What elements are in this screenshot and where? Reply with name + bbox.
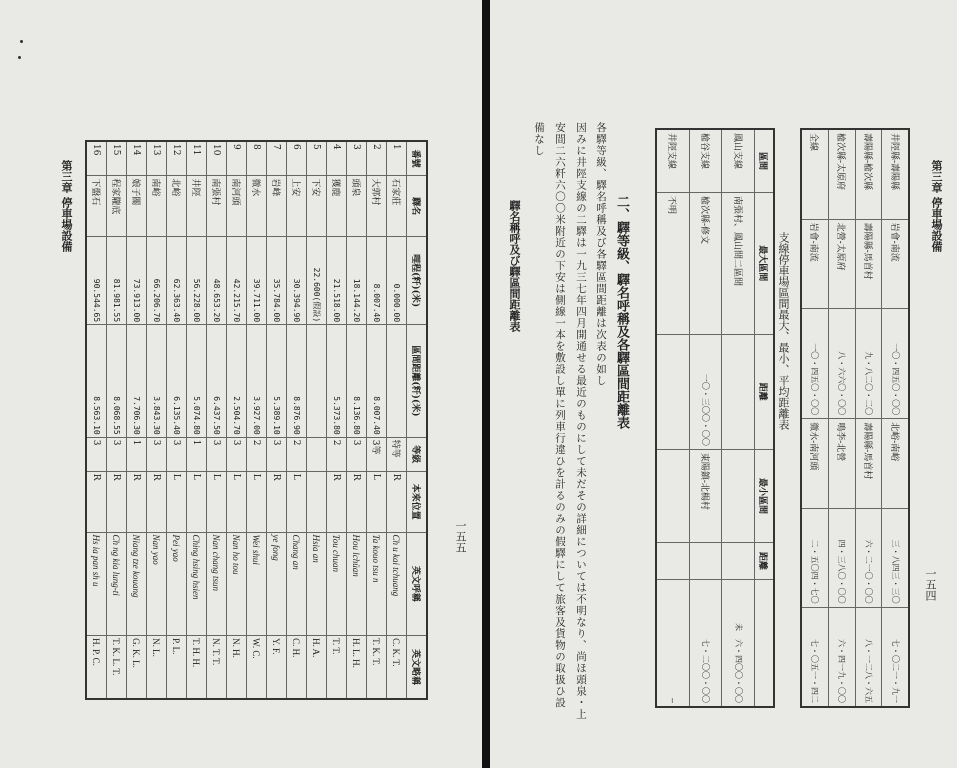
left-running-header: 第三章 停車場設備: [60, 160, 73, 252]
cell-romanization: Tou chuan: [327, 532, 347, 636]
cell-distance: 6.437.50: [207, 325, 227, 438]
cell-min-section: 東陽鎮-北楊村: [689, 449, 722, 542]
cell-grade: 2: [287, 437, 307, 471]
table-row: [367, 141, 387, 699]
cell-number: 12: [167, 141, 187, 176]
cell-min-section: [656, 449, 689, 542]
cell-max-distance: 九・八二〇・二〇: [855, 308, 882, 418]
cell-grade: 3: [347, 437, 367, 471]
table-header-row: [407, 141, 428, 699]
cell-max-distance: 一〇・四五〇・〇〇: [882, 308, 909, 418]
table1-row: [801, 129, 828, 707]
cell-romanization: ye fong: [267, 532, 287, 636]
section-title: 二、驛等級、驛名呼稱及各驛區間距離表: [614, 195, 629, 429]
cell-romanization: Ch ng kia lung-ti: [107, 532, 127, 636]
cell-station-name: 上安: [287, 176, 307, 237]
cell-distance: 8.136.80: [347, 325, 367, 438]
cell-number: 7: [267, 141, 287, 176]
cell-line: 壽陽縣-楡次縣: [855, 129, 882, 219]
cell-min-section: 北峪-南峪: [882, 419, 909, 508]
col-header-grade: 等級: [407, 437, 428, 471]
cell-mileage: 39.711.00: [247, 237, 267, 325]
table-row: [327, 141, 347, 699]
subline-col-min: 最小區間: [755, 449, 775, 542]
cell-mileage: 73.913.00: [127, 237, 147, 325]
cell-mileage: 90.544.65: [86, 237, 107, 325]
cell-distance: 5.389.10: [267, 325, 287, 438]
cell-distance: [307, 325, 327, 438]
cell-romanization: Hou lchüan: [347, 532, 367, 636]
cell-position: L: [367, 471, 387, 532]
cell-max-distance: [722, 334, 755, 449]
table2-row: [689, 129, 722, 707]
right-running-header: 第三章 停車場設備: [930, 160, 943, 252]
col-header-distance: 區間距離(粁)(米): [407, 325, 428, 438]
cell-romanization: Pei yao: [167, 532, 187, 636]
cell-position: [307, 471, 327, 532]
cell-position: R: [127, 471, 147, 532]
subline-col-max: 最大區間: [755, 193, 775, 335]
cell-abbreviation: W. C.: [247, 636, 267, 699]
subline-col-max-dist: 距離: [755, 334, 775, 449]
cell-number: 2: [367, 141, 387, 176]
cell-grade: 1: [187, 437, 207, 471]
cell-romanization: Wei shui: [247, 532, 267, 636]
cell-grade: 特等: [387, 437, 407, 471]
cell-abbreviation: G. K. L.: [127, 636, 147, 699]
table2-row: [722, 129, 755, 707]
cell-min-section: 壽陽縣-馬首村: [855, 419, 882, 508]
cell-max-section: 北營-太原府: [828, 219, 855, 308]
cell-grade: 3: [167, 437, 187, 471]
cell-number: 13: [147, 141, 167, 176]
table-row: [287, 141, 307, 699]
cell-number: 16: [86, 141, 107, 176]
cell-abbreviation: N. H.: [227, 636, 247, 699]
cell-distance: 8.876.90: [287, 325, 307, 438]
cell-position: L: [207, 471, 227, 532]
cell-abbreviation: H. L. H.: [347, 636, 367, 699]
table-caption: 驛名稱呼及び驛區間距離表: [508, 200, 521, 332]
table-row: [267, 141, 287, 699]
table-row: [127, 141, 147, 699]
cell-abbreviation: P. L.: [167, 636, 187, 699]
cell-romanization: Hs ia pan sh u: [86, 532, 107, 636]
cell-grade: 2: [327, 437, 347, 471]
cell-grade: [307, 437, 327, 471]
cell-number: 8: [247, 141, 267, 176]
cell-number: 9: [227, 141, 247, 176]
dust-speck: [18, 56, 21, 59]
col-header-no: 番號: [407, 141, 428, 176]
cell-romanization: Ta kouo tsu n: [367, 532, 387, 636]
cell-romanization: Nan yao: [147, 532, 167, 636]
cell-grade: 2: [247, 437, 267, 471]
cell-max-distance: 一〇・三〇〇・〇〇: [689, 334, 722, 449]
cell-min-distance: 二・五〇四・七〇: [801, 508, 828, 607]
cell-abbreviation: N. T. T.: [207, 636, 227, 699]
cell-romanization: Chang an: [287, 532, 307, 636]
cell-average: 八・一二八・六五: [855, 607, 882, 707]
cell-min-distance: 三・八四三・三〇: [882, 508, 909, 607]
cell-number: 11: [187, 141, 207, 176]
col-header-position: 本來位置: [407, 471, 428, 532]
cell-number: 4: [327, 141, 347, 176]
cell-number: 6: [287, 141, 307, 176]
cell-grade: 3: [147, 437, 167, 471]
table1-row: [828, 129, 855, 707]
cell-max-section: 壽陽縣-馬首村: [855, 219, 882, 308]
table-row: [347, 141, 367, 699]
cell-min-distance: 六・二一〇・〇〇: [855, 508, 882, 607]
paragraph-line-1: 各驛等級、驛名呼稱及び各驛區間距離は次表の如し: [595, 122, 607, 387]
cell-distance: 7.706.30: [127, 325, 147, 438]
cell-max-section: 岩會-南流: [801, 219, 828, 308]
cell-max-distance: 八・六六〇・〇〇: [828, 308, 855, 418]
cell-line: 井陘支線: [656, 129, 689, 193]
subline-table-body: [656, 129, 755, 707]
cell-abbreviation: N. L.: [147, 636, 167, 699]
cell-mileage: 21.518.00: [327, 237, 347, 325]
cell-number: 5: [307, 141, 327, 176]
cell-max-distance: 一〇・四五〇・〇〇: [801, 308, 828, 418]
cell-min-section: [722, 449, 755, 542]
cell-distance: 3.927.00: [247, 325, 267, 438]
subline-col-min-dist: 距離: [755, 543, 775, 580]
cell-mileage: 42.215.70: [227, 237, 247, 325]
station-table-container: [88, 140, 428, 700]
branch-table-title: 支線停車場區間最大、最小、平均距離表: [777, 232, 790, 430]
cell-min-distance: [656, 543, 689, 580]
station-table-body: [86, 141, 407, 699]
cell-position: L: [287, 471, 307, 532]
cell-station-name: 頭泉: [347, 176, 367, 237]
col-header-name: 驛名: [407, 176, 428, 237]
cell-abbreviation: H. A.: [307, 636, 327, 699]
table-row: [207, 141, 227, 699]
branch-distance-table: [800, 128, 910, 708]
cell-position: L: [167, 471, 187, 532]
cell-position: R: [387, 471, 407, 532]
cell-mileage: 35.784.00: [267, 237, 287, 325]
cell-distance: 8.007.40: [367, 325, 387, 438]
subline-table-container: [655, 128, 775, 708]
cell-grade: 3: [207, 437, 227, 471]
table1-row: [882, 129, 909, 707]
cell-min-distance: 四・三八〇・〇〇: [828, 508, 855, 607]
station-distance-table: [85, 140, 428, 700]
table2-row: [656, 129, 689, 707]
cell-average: 七・二〇〇・〇〇: [689, 579, 722, 707]
left-page-number: 一五五: [454, 520, 467, 553]
cell-max-section: 不明: [656, 193, 689, 335]
cell-romanization: Nan ho tou: [227, 532, 247, 636]
cell-station-name: 程家隴底: [107, 176, 127, 237]
cell-line: 楡谷支線: [689, 129, 722, 193]
cell-mileage: 30.394.90: [287, 237, 307, 325]
table-row: [387, 141, 407, 699]
cell-romanization: Ch u kai tchuang: [387, 532, 407, 636]
cell-min-section: 鳴李-北營: [828, 419, 855, 508]
cell-distance: 6.135.40: [167, 325, 187, 438]
paragraph-line-2: 因みに井陘支線の二驛は一九三七年四月開通せる最近のものにして未だその詳細については不明なり、尚ほ頭泉・上: [575, 122, 587, 720]
cell-station-name: 北峪: [167, 176, 187, 237]
cell-station-name: 井陘: [187, 176, 207, 237]
cell-grade: 3: [267, 437, 287, 471]
cell-position: L: [247, 471, 267, 532]
cell-mileage: 0.000.00: [387, 237, 407, 325]
subline-col-section: 區間: [755, 129, 775, 193]
cell-position: L: [187, 471, 207, 532]
cell-grade: 3: [227, 437, 247, 471]
cell-abbreviation: C. H.: [287, 636, 307, 699]
book-gutter: [482, 0, 490, 768]
cell-position: R: [347, 471, 367, 532]
cell-position: R: [147, 471, 167, 532]
branch-table-container: [800, 128, 910, 708]
cell-station-name: 下盤石: [86, 176, 107, 237]
table-row: [227, 141, 247, 699]
cell-number: 15: [107, 141, 127, 176]
cell-distance: 5.373.80: [327, 325, 347, 438]
cell-min-distance: [722, 543, 755, 580]
cell-abbreviation: T. K. L. T.: [107, 636, 127, 699]
table-row: [107, 141, 127, 699]
cell-abbreviation: T. K. T.: [367, 636, 387, 699]
table-row: [307, 141, 327, 699]
subline-col-avg: [755, 579, 775, 707]
cell-station-name: 下安: [307, 176, 327, 237]
cell-number: 3: [347, 141, 367, 176]
cell-max-section: 岩會-南流: [882, 219, 909, 308]
table-row: [167, 141, 187, 699]
cell-average: 七・〇二一・九一: [882, 607, 909, 707]
cell-station-name: 南峪: [147, 176, 167, 237]
cell-mileage: 66.206.70: [147, 237, 167, 325]
cell-position: R: [327, 471, 347, 532]
cell-abbreviation: C. K. T.: [387, 636, 407, 699]
table-row: [86, 141, 107, 699]
cell-distance: [387, 325, 407, 438]
cell-romanization: Nan chang tsun: [207, 532, 227, 636]
cell-min-section: 微水-南河頭: [801, 419, 828, 508]
cell-line: 楡次縣-太原府: [828, 129, 855, 219]
cell-distance: 8.563.10: [86, 325, 107, 438]
cell-station-name: 石家莊: [387, 176, 407, 237]
cell-average: 未 六・四〇〇・〇〇: [722, 579, 755, 707]
cell-line: 井陘縣-壽陽縣: [882, 129, 909, 219]
col-header-abbr: 英文略稱: [407, 636, 428, 699]
cell-romanization: Hsia an: [307, 532, 327, 636]
dust-speck: [20, 40, 23, 43]
cell-mileage: 81.981.55: [107, 237, 127, 325]
cell-romanization: Niang tze kouang: [127, 532, 147, 636]
cell-station-name: 娘子關: [127, 176, 147, 237]
cell-distance: 5.074.80: [187, 325, 207, 438]
col-header-roman: 英文呼稱: [407, 532, 428, 636]
cell-average: 六・四一九・〇〇: [828, 607, 855, 707]
cell-station-name: 南河頭: [227, 176, 247, 237]
cell-station-name: 獲鹿: [327, 176, 347, 237]
table-row: [187, 141, 207, 699]
cell-station-name: 岩峰: [267, 176, 287, 237]
cell-mileage: 22.600(假設): [307, 237, 327, 325]
subline-distance-table: [655, 128, 775, 708]
cell-distance: 2.504.70: [227, 325, 247, 438]
branch-table-body: [801, 129, 909, 707]
table1-row: [855, 129, 882, 707]
cell-average: ―: [656, 579, 689, 707]
subline-header-row: [755, 129, 775, 707]
cell-position: R: [86, 471, 107, 532]
cell-grade: 3: [107, 437, 127, 471]
cell-station-name: 微水: [247, 176, 267, 237]
cell-station-name: 大郭村: [367, 176, 387, 237]
cell-abbreviation: T. H. H.: [187, 636, 207, 699]
cell-station-name: 南張村: [207, 176, 227, 237]
right-page-number: 一五四: [924, 568, 937, 601]
paragraph-line-3: 安間二六粁六〇〇米附近の下安は側線一本を敷設し單に列車行違ひを計るのみの假驛にして旅客及貨物の取扱ひ設: [554, 122, 566, 709]
cell-number: 1: [387, 141, 407, 176]
table-row: [247, 141, 267, 699]
cell-mileage: 18.144.20: [347, 237, 367, 325]
paragraph-line-4: 備なし: [533, 122, 545, 157]
cell-distance: 8.068.55: [107, 325, 127, 438]
cell-position: R: [267, 471, 287, 532]
cell-abbreviation: T. T.: [327, 636, 347, 699]
cell-min-distance: [689, 543, 722, 580]
cell-position: R: [107, 471, 127, 532]
cell-line: 鳳山支線: [722, 129, 755, 193]
cell-distance: 3.843.30: [147, 325, 167, 438]
cell-number: 14: [127, 141, 147, 176]
cell-romanization: Ching hsing hsien: [187, 532, 207, 636]
cell-max-section: 楡次縣-修文: [689, 193, 722, 335]
table-row: [147, 141, 167, 699]
cell-mileage: 62.363.40: [167, 237, 187, 325]
cell-line: 全線: [801, 129, 828, 219]
cell-position: L: [227, 471, 247, 532]
cell-grade: 3等: [367, 437, 387, 471]
cell-grade: 1: [127, 437, 147, 471]
cell-grade: 3: [86, 437, 107, 471]
cell-max-section: 南張村、鳳山間二區間: [722, 193, 755, 335]
cell-mileage: 8.007.40: [367, 237, 387, 325]
cell-abbreviation: Y. F.: [267, 636, 287, 699]
cell-number: 10: [207, 141, 227, 176]
cell-average: 七・〇五一・四二: [801, 607, 828, 707]
cell-mileage: 56.228.00: [187, 237, 207, 325]
cell-max-distance: [656, 334, 689, 449]
cell-mileage: 48.653.20: [207, 237, 227, 325]
cell-abbreviation: H. P. C.: [86, 636, 107, 699]
col-header-mileage: 哩程(粁)(米): [407, 237, 428, 325]
